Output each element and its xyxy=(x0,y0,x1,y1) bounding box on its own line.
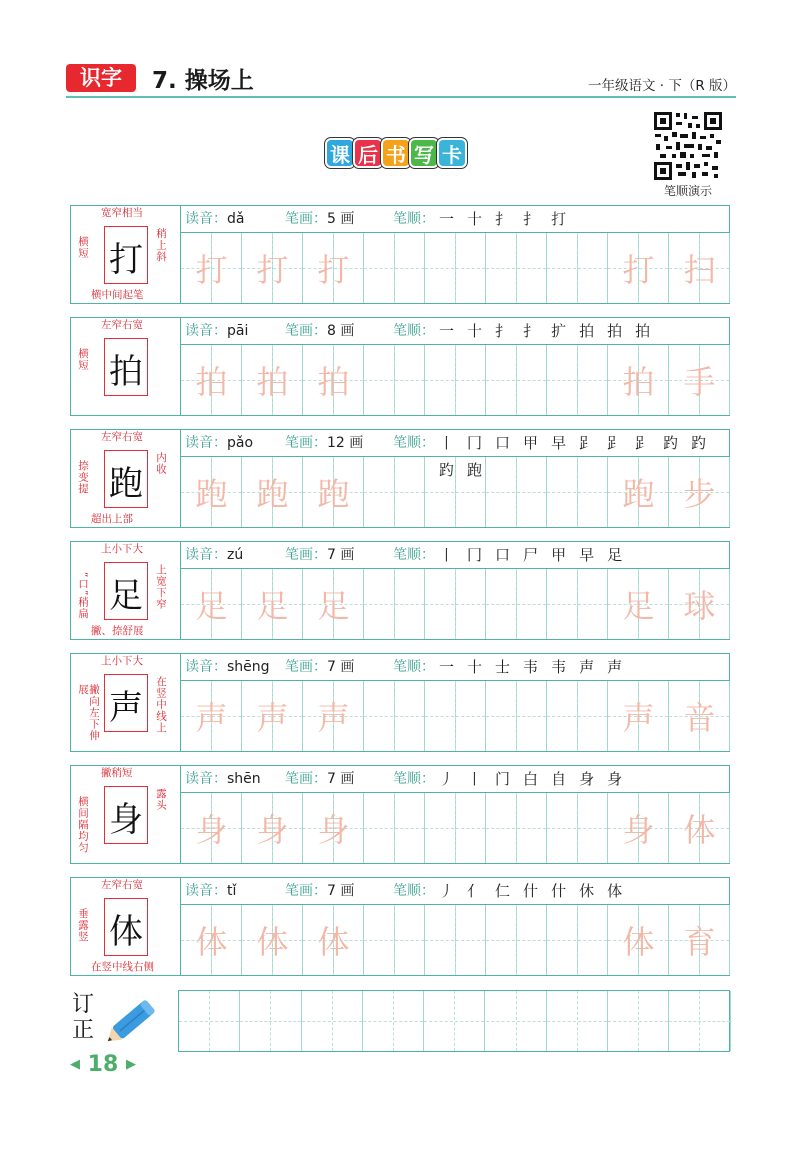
qr-label: 笔顺演示 xyxy=(663,184,712,198)
stroke-order-field xyxy=(393,654,435,681)
trace-character: 球 xyxy=(683,587,716,625)
correction-grid[interactable] xyxy=(178,990,730,1052)
practice-cell[interactable] xyxy=(425,345,486,415)
stroke-step: 冂 xyxy=(467,434,483,452)
stroke-step: 扌 xyxy=(523,210,539,228)
model-character: 跑 xyxy=(109,464,143,504)
practice-cell[interactable] xyxy=(364,681,425,751)
stroke-step: 一 xyxy=(439,658,455,676)
stroke-step: 休 xyxy=(579,882,595,900)
stroke-step: 拍 xyxy=(579,322,595,340)
stroke-step: 一 xyxy=(439,322,455,340)
character-info xyxy=(181,318,729,345)
practice-grid[interactable] xyxy=(181,569,729,639)
model-cell xyxy=(71,430,181,527)
practice-cell[interactable] xyxy=(547,457,608,527)
correction-cell[interactable] xyxy=(547,991,608,1051)
writing-tip-top: 上小下大 xyxy=(101,655,143,667)
model-character: 拍 xyxy=(109,352,143,392)
stroke-order-label: 笔顺： xyxy=(393,771,435,787)
card-title-char: 课 xyxy=(325,138,355,168)
practice-cell[interactable] xyxy=(425,793,486,863)
trace-character: 体 xyxy=(256,923,289,961)
correction-cell[interactable] xyxy=(363,991,424,1051)
correction-cell[interactable] xyxy=(669,991,730,1051)
practice-cell[interactable] xyxy=(486,233,547,303)
trace-character: 拍 xyxy=(195,363,228,401)
model-character: 足 xyxy=(109,576,143,616)
stroke-step: 十 xyxy=(467,210,483,228)
stroke-step: 趵 xyxy=(691,434,707,452)
writing-tip-bottom: 撇、捺舒展 xyxy=(91,625,144,637)
stroke-step: 冂 xyxy=(467,546,483,564)
header-divider xyxy=(66,96,736,98)
stroke-count-label: 笔画： xyxy=(285,547,327,563)
stroke-step: 扌 xyxy=(495,322,511,340)
trace-character: 步 xyxy=(683,475,716,513)
writing-tip-top: 宽窄相当 xyxy=(101,207,143,219)
model-character: 身 xyxy=(109,800,143,840)
pinyin-field xyxy=(185,206,244,233)
stroke-order-sequence xyxy=(439,206,579,233)
stroke-step: 丿 xyxy=(439,770,455,788)
trace-character: 拍 xyxy=(317,363,350,401)
pinyin-label: 读音： xyxy=(185,659,227,675)
stroke-count-value: 7 画 xyxy=(327,659,355,675)
pinyin-field xyxy=(185,542,243,569)
pinyin-field xyxy=(185,878,236,905)
trace-character: 体 xyxy=(317,923,350,961)
stroke-step: 拍 xyxy=(635,322,651,340)
pinyin-label: 读音： xyxy=(185,435,227,451)
character-row xyxy=(70,317,730,416)
character-row xyxy=(70,429,730,528)
trace-character: 打 xyxy=(622,251,655,289)
pinyin-value: dǎ xyxy=(227,211,245,227)
trace-character: 足 xyxy=(622,587,655,625)
pinyin-label: 读音： xyxy=(185,771,227,787)
stroke-count-value: 8 画 xyxy=(327,323,355,339)
trace-character: 音 xyxy=(683,699,716,737)
practice-cell[interactable] xyxy=(364,793,425,863)
correction-cell[interactable] xyxy=(486,991,547,1051)
trace-character: 声 xyxy=(256,699,289,737)
stroke-order-sequence xyxy=(439,878,635,905)
section-badge: 识字 xyxy=(66,64,136,92)
practice-cell[interactable] xyxy=(486,569,547,639)
trace-character: 身 xyxy=(317,811,350,849)
trace-character: 声 xyxy=(317,699,350,737)
practice-cell[interactable] xyxy=(364,905,425,975)
character-row xyxy=(70,765,730,864)
trace-character: 跑 xyxy=(256,475,289,513)
writing-tip-right: 上宽下窄 xyxy=(155,564,167,610)
correction-label: 订正 xyxy=(72,992,95,1043)
correction-cell[interactable] xyxy=(240,991,301,1051)
model-cell xyxy=(71,318,181,415)
practice-cell[interactable] xyxy=(364,233,425,303)
stroke-step: 尸 xyxy=(523,546,539,564)
card-title-char: 书 xyxy=(381,138,411,168)
stroke-step: 亻 xyxy=(467,882,483,900)
trace-character: 拍 xyxy=(256,363,289,401)
pinyin-value: pāi xyxy=(227,323,249,339)
trace-character: 手 xyxy=(683,363,716,401)
stroke-count-label: 笔画： xyxy=(285,771,327,787)
trace-character: 身 xyxy=(256,811,289,849)
card-title-char: 写 xyxy=(409,138,439,168)
stroke-order-field xyxy=(393,766,435,793)
stroke-order-label: 笔顺： xyxy=(393,547,435,563)
next-arrow-icon: ▶ xyxy=(125,1057,136,1072)
stroke-count-field xyxy=(285,654,354,681)
stroke-step: 扌 xyxy=(523,322,539,340)
writing-tip-top: 左窄右宽 xyxy=(101,879,143,891)
character-row xyxy=(70,877,730,976)
stroke-step: 打 xyxy=(551,210,567,228)
stroke-count-label: 笔画： xyxy=(285,883,327,899)
character-info xyxy=(181,206,729,233)
practice-cell[interactable] xyxy=(547,569,608,639)
stroke-step: 丨 xyxy=(467,770,483,788)
model-character: 体 xyxy=(109,912,143,952)
stroke-step: 什 xyxy=(551,882,567,900)
stroke-step: 扌 xyxy=(495,210,511,228)
trace-character: 打 xyxy=(256,251,289,289)
stroke-count-field xyxy=(285,206,354,233)
trace-character: 声 xyxy=(195,699,228,737)
pinyin-value: shēn xyxy=(227,771,261,787)
practice-cell[interactable] xyxy=(425,569,486,639)
stroke-count-field xyxy=(285,318,354,345)
stroke-step: 早 xyxy=(551,434,567,452)
writing-tip-top: 左窄右宽 xyxy=(101,319,143,331)
stroke-step: 十 xyxy=(467,658,483,676)
stroke-step: 趵 xyxy=(663,434,679,452)
writing-tip-right: 稍上斜 xyxy=(155,228,167,263)
trace-character: 拍 xyxy=(622,363,655,401)
stroke-step: 身 xyxy=(607,770,623,788)
trace-character: 扫 xyxy=(683,251,716,289)
character-info xyxy=(181,430,729,457)
stroke-order-field xyxy=(393,542,435,569)
stroke-order-sequence xyxy=(439,654,635,681)
stroke-step: 丨 xyxy=(439,434,455,452)
page-header xyxy=(66,60,736,100)
writing-tip-left: 横短 xyxy=(77,236,89,259)
practice-grid[interactable] xyxy=(181,233,729,303)
practice-cell[interactable] xyxy=(486,457,547,527)
stroke-step: 自 xyxy=(551,770,567,788)
practice-grid[interactable] xyxy=(181,457,729,527)
stroke-count-value: 12 画 xyxy=(327,435,364,451)
writing-tip-right: 露头 xyxy=(155,788,167,811)
model-cell xyxy=(71,766,181,863)
trace-character: 跑 xyxy=(195,475,228,513)
stroke-step: 丨 xyxy=(439,546,455,564)
stroke-order-field xyxy=(393,206,435,233)
stroke-order-label: 笔顺： xyxy=(393,211,435,227)
model-cell xyxy=(71,542,181,639)
card-title-char: 卡 xyxy=(437,138,467,168)
writing-tip-bottom: 横中间起笔 xyxy=(91,289,144,301)
stroke-count-field xyxy=(285,430,363,457)
character-info xyxy=(181,654,729,681)
practice-cell[interactable] xyxy=(486,793,547,863)
writing-tip-left: 横间隔均匀 xyxy=(77,796,89,854)
character-row xyxy=(70,205,730,304)
practice-cell[interactable] xyxy=(425,233,486,303)
pinyin-field xyxy=(185,430,253,457)
writing-tip-bottom: 在竖中线右侧 xyxy=(91,961,154,973)
card-title-char: 后 xyxy=(353,138,383,168)
stroke-step: 口 xyxy=(495,546,511,564)
stroke-step: 𧾷 xyxy=(607,434,623,452)
trace-character: 足 xyxy=(317,587,350,625)
stroke-count-label: 笔画： xyxy=(285,435,327,451)
trace-character: 育 xyxy=(683,923,716,961)
pinyin-value: tǐ xyxy=(227,883,237,899)
writing-tip-left: 垂露竖 xyxy=(77,908,89,943)
trace-character: 打 xyxy=(195,251,228,289)
pinyin-value: zú xyxy=(227,547,244,563)
practice-cell[interactable] xyxy=(547,793,608,863)
character-info xyxy=(181,878,729,905)
model-cell xyxy=(71,654,181,751)
stroke-step: 十 xyxy=(467,322,483,340)
page-number-value: 18 xyxy=(87,1052,119,1077)
practice-cell[interactable] xyxy=(486,905,547,975)
stroke-order-label: 笔顺： xyxy=(393,883,435,899)
stroke-count-field xyxy=(285,766,354,793)
stroke-step: 韦 xyxy=(551,658,567,676)
practice-cell[interactable] xyxy=(364,457,425,527)
stroke-count-label: 笔画： xyxy=(285,211,327,227)
pinyin-field xyxy=(185,654,270,681)
character-info xyxy=(181,766,729,793)
trace-character: 足 xyxy=(256,587,289,625)
pinyin-value: pǎo xyxy=(227,435,254,451)
practice-grid[interactable] xyxy=(181,905,729,975)
page-number xyxy=(70,1052,136,1077)
practice-cell[interactable] xyxy=(547,233,608,303)
trace-character: 声 xyxy=(622,699,655,737)
lesson-title: 7. 操场上 xyxy=(152,68,254,94)
stroke-count-field xyxy=(285,878,354,905)
practice-cell[interactable] xyxy=(486,681,547,751)
practice-cell[interactable] xyxy=(364,569,425,639)
stroke-step: 𧾷 xyxy=(635,434,651,452)
writing-tip-top: 左窄右宽 xyxy=(101,431,143,443)
stroke-step: 足 xyxy=(607,546,623,564)
stroke-step: 体 xyxy=(607,882,623,900)
model-cell xyxy=(71,878,181,975)
trace-character: 体 xyxy=(683,811,716,849)
practice-cell[interactable] xyxy=(425,681,486,751)
pinyin-field xyxy=(185,766,261,793)
stroke-step: 什 xyxy=(523,882,539,900)
stroke-count-value: 5 画 xyxy=(327,211,355,227)
writing-tip-top: 上小下大 xyxy=(101,543,143,555)
prev-arrow-icon: ◀ xyxy=(70,1057,80,1072)
pinyin-label: 读音： xyxy=(185,211,227,227)
practice-grid[interactable] xyxy=(181,793,729,863)
stroke-step: 甲 xyxy=(523,434,539,452)
stroke-order-field xyxy=(393,430,435,457)
trace-character: 身 xyxy=(622,811,655,849)
model-character: 声 xyxy=(109,688,143,728)
practice-cell[interactable] xyxy=(547,905,608,975)
qr-code[interactable] xyxy=(652,110,724,182)
stroke-step: 一 xyxy=(439,210,455,228)
stroke-step: 身 xyxy=(579,770,595,788)
model-character: 打 xyxy=(109,240,143,280)
practice-grid[interactable] xyxy=(181,345,729,415)
writing-tip-left: 捺变提 xyxy=(77,460,89,495)
writing-tip-left: 横短 xyxy=(77,348,89,371)
stroke-step: 𧾷 xyxy=(579,434,595,452)
stroke-order-label: 笔顺： xyxy=(393,659,435,675)
stroke-count-label: 笔画： xyxy=(285,659,327,675)
practice-cell[interactable] xyxy=(425,905,486,975)
writing-tip-left: “口”稍扁 xyxy=(77,572,89,620)
qr-code-icon xyxy=(652,110,724,182)
stroke-count-field xyxy=(285,542,354,569)
book-info: 一年级语文 · 下（R 版） xyxy=(587,78,736,94)
stroke-step: 丿 xyxy=(439,882,455,900)
stroke-count-value: 7 画 xyxy=(327,883,355,899)
stroke-step: 韦 xyxy=(523,658,539,676)
model-cell xyxy=(71,206,181,303)
trace-character: 足 xyxy=(195,587,228,625)
correction-cell[interactable] xyxy=(608,991,669,1051)
stroke-order-label: 笔顺： xyxy=(393,323,435,339)
writing-tip-left: 撇向左下伸展 xyxy=(77,684,100,742)
stroke-count-label: 笔画： xyxy=(285,323,327,339)
pinyin-label: 读音： xyxy=(185,883,227,899)
stroke-order-field xyxy=(393,318,435,345)
pinyin-label: 读音： xyxy=(185,323,227,339)
pinyin-label: 读音： xyxy=(185,547,227,563)
stroke-step: 口 xyxy=(495,434,511,452)
trace-character: 跑 xyxy=(317,475,350,513)
trace-character: 体 xyxy=(622,923,655,961)
stroke-step: 白 xyxy=(523,770,539,788)
stroke-step: 拍 xyxy=(607,322,623,340)
stroke-count-value: 7 画 xyxy=(327,547,355,563)
practice-cell[interactable] xyxy=(425,457,486,527)
pinyin-field xyxy=(185,318,248,345)
practice-cell[interactable] xyxy=(547,681,608,751)
practice-cell[interactable] xyxy=(547,345,608,415)
practice-grid[interactable] xyxy=(181,681,729,751)
stroke-order-field xyxy=(393,878,435,905)
practice-cell[interactable] xyxy=(486,345,547,415)
trace-character: 体 xyxy=(195,923,228,961)
trace-character: 跑 xyxy=(622,475,655,513)
correction-cell[interactable] xyxy=(424,991,485,1051)
stroke-order-label: 笔顺： xyxy=(393,435,435,451)
stroke-step: 门 xyxy=(495,770,511,788)
writing-tip-right: 在竖中线上 xyxy=(155,676,167,734)
stroke-step: 扩 xyxy=(551,322,567,340)
card-title xyxy=(325,138,465,168)
character-info xyxy=(181,542,729,569)
pencil-icon xyxy=(98,990,168,1050)
stroke-order-sequence xyxy=(439,766,635,793)
stroke-step: 士 xyxy=(495,658,511,676)
practice-cell[interactable] xyxy=(364,345,425,415)
correction-cell[interactable] xyxy=(179,991,240,1051)
stroke-order-sequence xyxy=(439,318,663,345)
trace-character: 打 xyxy=(317,251,350,289)
stroke-order-sequence xyxy=(439,542,635,569)
stroke-step: 早 xyxy=(579,546,595,564)
trace-character: 身 xyxy=(195,811,228,849)
writing-tip-bottom: 超出上部 xyxy=(91,513,133,525)
stroke-step: 仁 xyxy=(495,882,511,900)
stroke-step: 声 xyxy=(579,658,595,676)
stroke-count-value: 7 画 xyxy=(327,771,355,787)
writing-tip-right: 内收 xyxy=(155,452,167,475)
correction-cell[interactable] xyxy=(302,991,363,1051)
character-row xyxy=(70,653,730,752)
pinyin-value: shēng xyxy=(227,659,270,675)
stroke-step: 声 xyxy=(607,658,623,676)
writing-tip-top: 撇稍短 xyxy=(101,767,133,779)
character-row xyxy=(70,541,730,640)
stroke-step: 甲 xyxy=(551,546,567,564)
